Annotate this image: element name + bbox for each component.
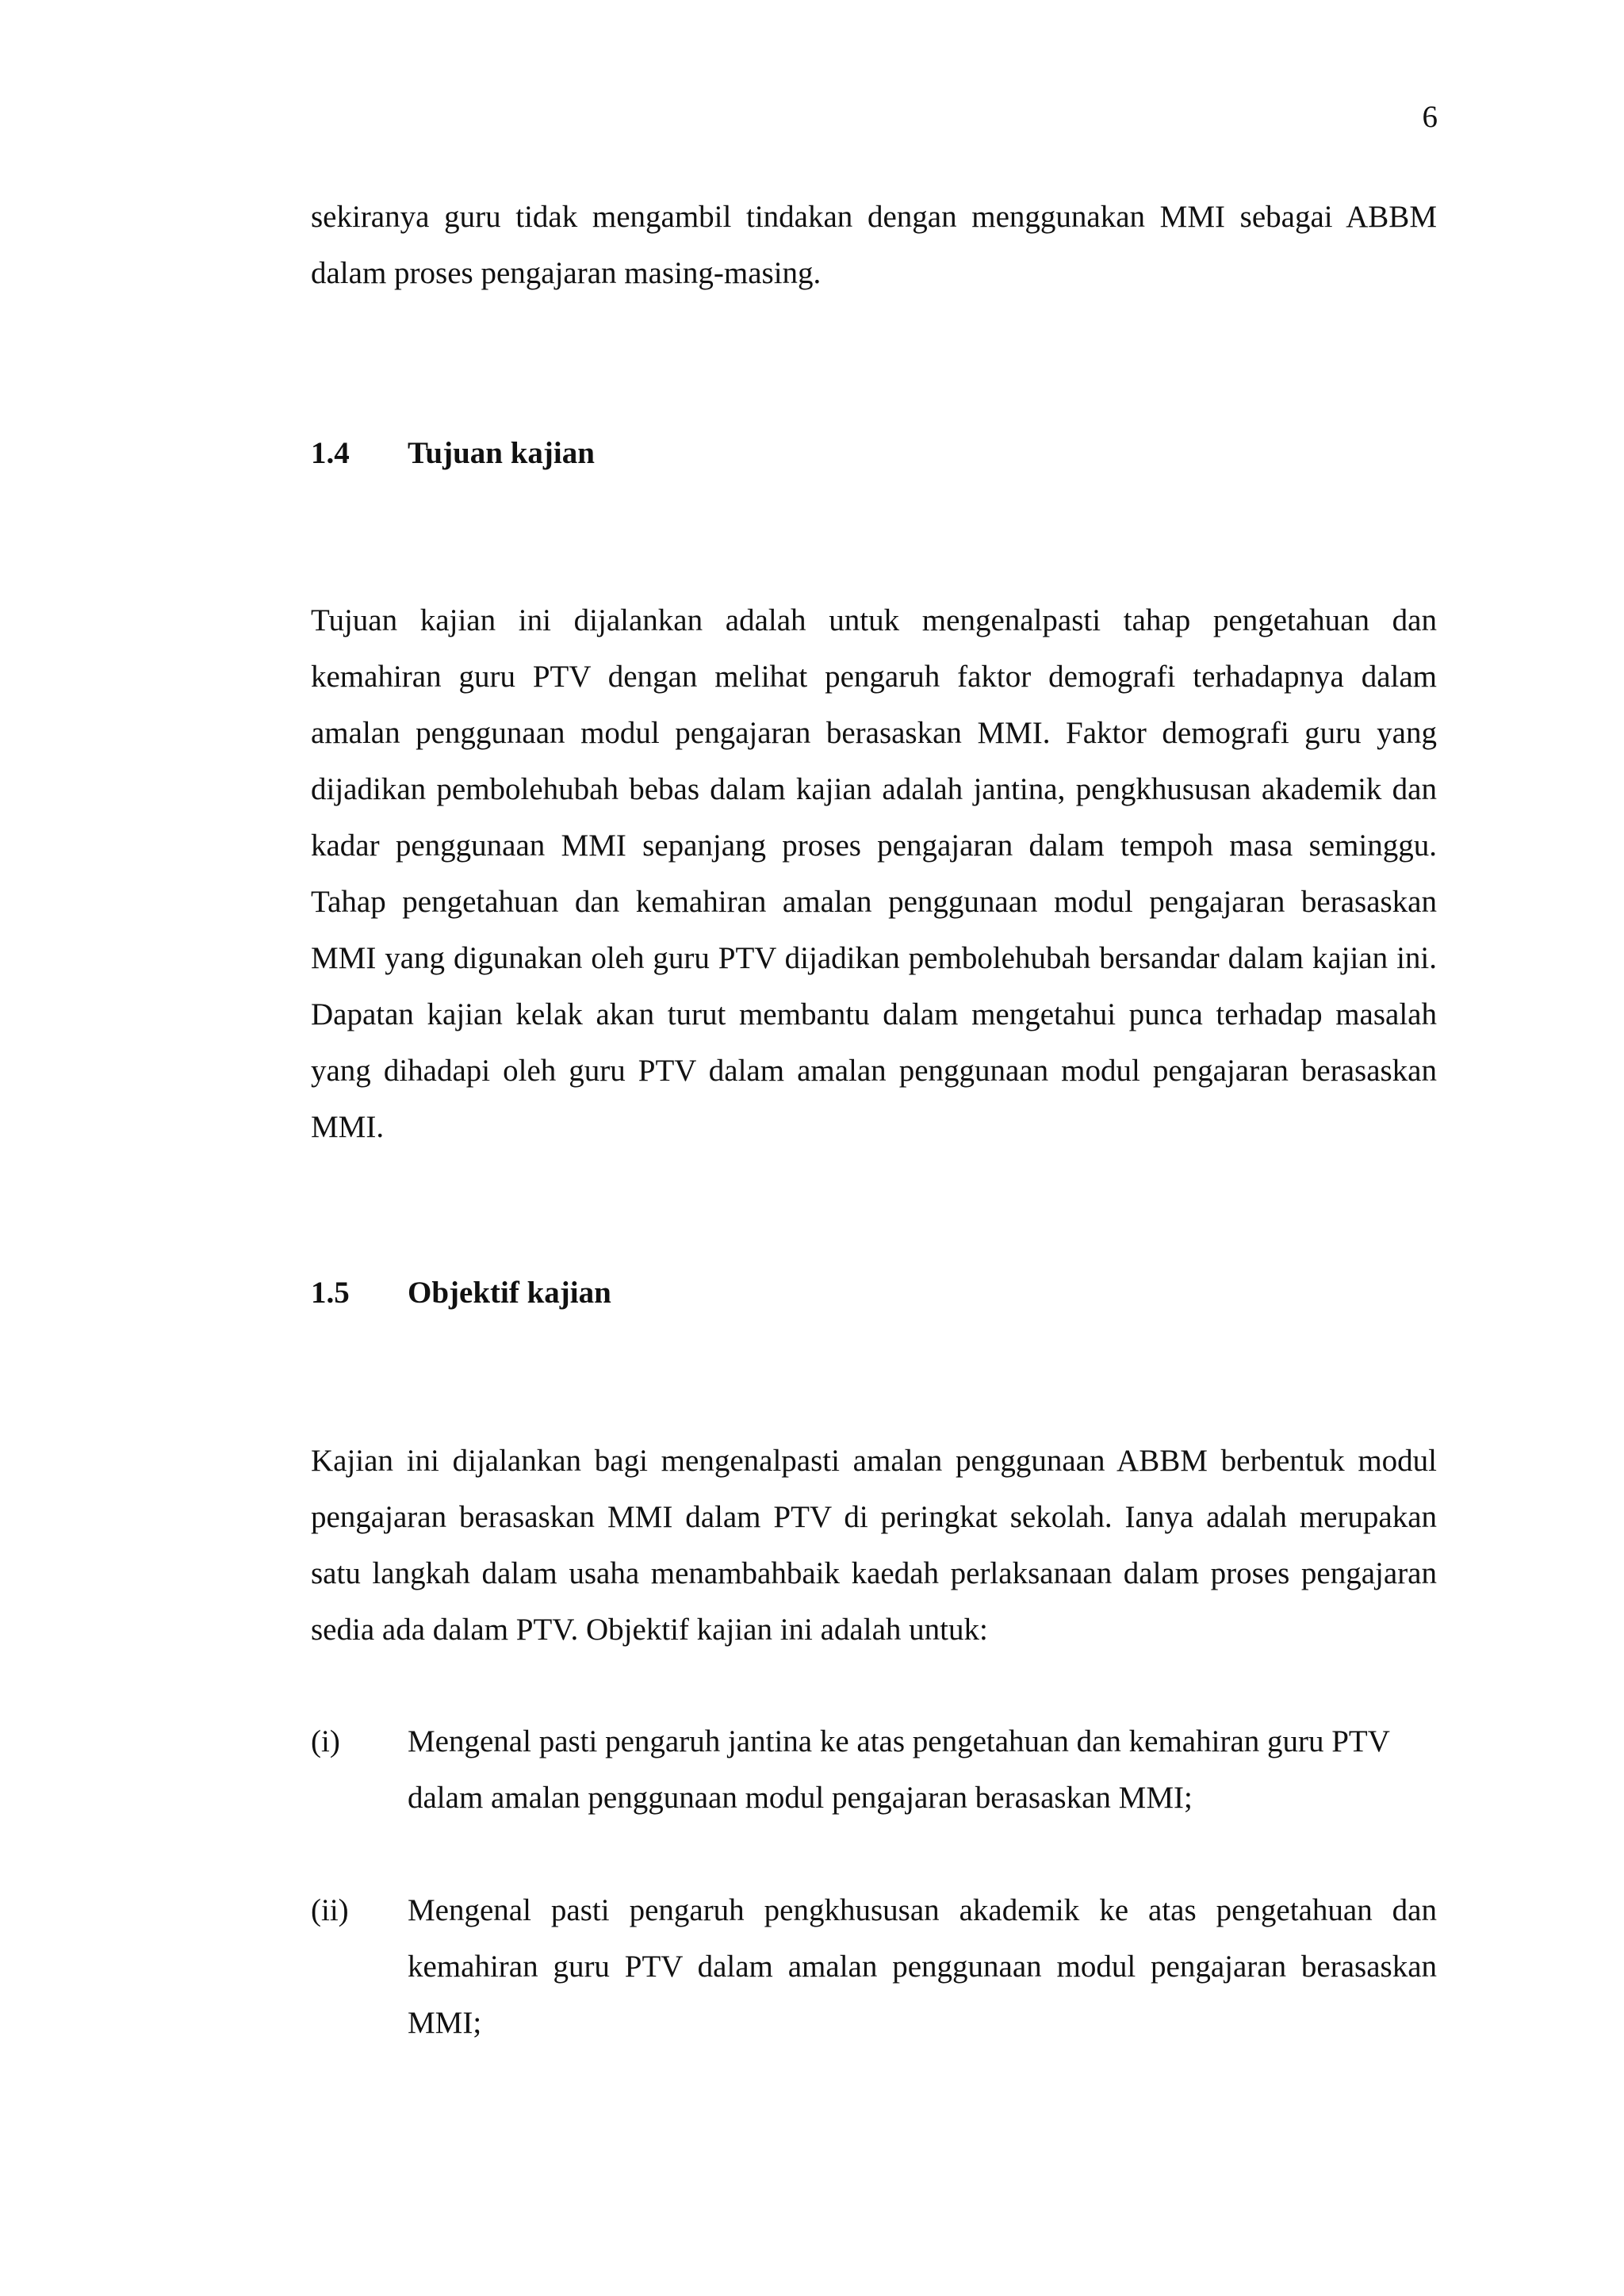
page-number: 6	[1422, 100, 1438, 134]
page-content	[311, 189, 1437, 2051]
section-1-5-paragraph: Kajian ini dijalankan bagi mengenalpasti amalan penggunaan ABBM berbentuk modul pengajaran berasaskan MMI dalam PTV di peringkat sekolah. Ianya adalah merupakan satu langkah dalam usaha menambahbaik kaedah perlaksanaan dalam proses pengajaran sedia ada dalam PTV. Objektif kajian ini adalah untuk:	[311, 1444, 1437, 1647]
section-title: Tujuan kajian	[408, 436, 595, 470]
objective-label: (i)	[311, 1724, 340, 1758]
section-number: 1.4	[311, 436, 350, 470]
section-heading-1-4	[311, 430, 1437, 477]
objective-text: Mengenal pasti pengaruh pengkhususan akademik ke atas pengetahuan dan kemahiran guru PTV dalam amalan penggunaan modul pengajaran berasaskan MMI;	[408, 1893, 1437, 2040]
objective-item	[311, 1882, 1437, 2051]
objective-text: Mengenal pasti pengaruh jantina ke atas pengetahuan dan kemahiran guru PTV dalam amalan penggunaan modul pengajaran berasaskan MMI;	[408, 1724, 1390, 1815]
section-number: 1.5	[311, 1276, 350, 1310]
objective-item	[311, 1713, 1437, 1826]
intro-paragraph: sekiranya guru tidak mengambil tindakan dengan menggunakan MMI sebagai ABBM dalam proses pengajaran masing-masing.	[311, 200, 1437, 290]
section-heading-1-5	[311, 1269, 1437, 1317]
section-1-4-paragraph: Tujuan kajian ini dijalankan adalah untuk mengenalpasti tahap pengetahuan dan kemahiran guru PTV dengan melihat pengaruh faktor demografi terhadapnya dalam amalan penggunaan modul pengajaran berasaskan MMI. Faktor demografi guru yang dijadikan pembolehubah bebas dalam kajian adalah jantina, pengkhususan akademik dan kadar penggunaan MMI sepanjang proses pengajaran dalam tempoh masa seminggu. Tahap pengetahuan dan kemahiran amalan penggunaan modul pengajaran berasaskan MMI yang digunakan oleh guru PTV dijadikan pembolehubah bersandar dalam kajian ini. Dapatan kajian kelak akan turut membantu dalam mengetahui punca terhadap masalah yang dihadapi oleh guru PTV dalam amalan penggunaan modul pengajaran berasaskan MMI.	[311, 603, 1437, 1144]
objective-label: (ii)	[311, 1893, 349, 1927]
section-title: Objektif kajian	[408, 1276, 611, 1310]
